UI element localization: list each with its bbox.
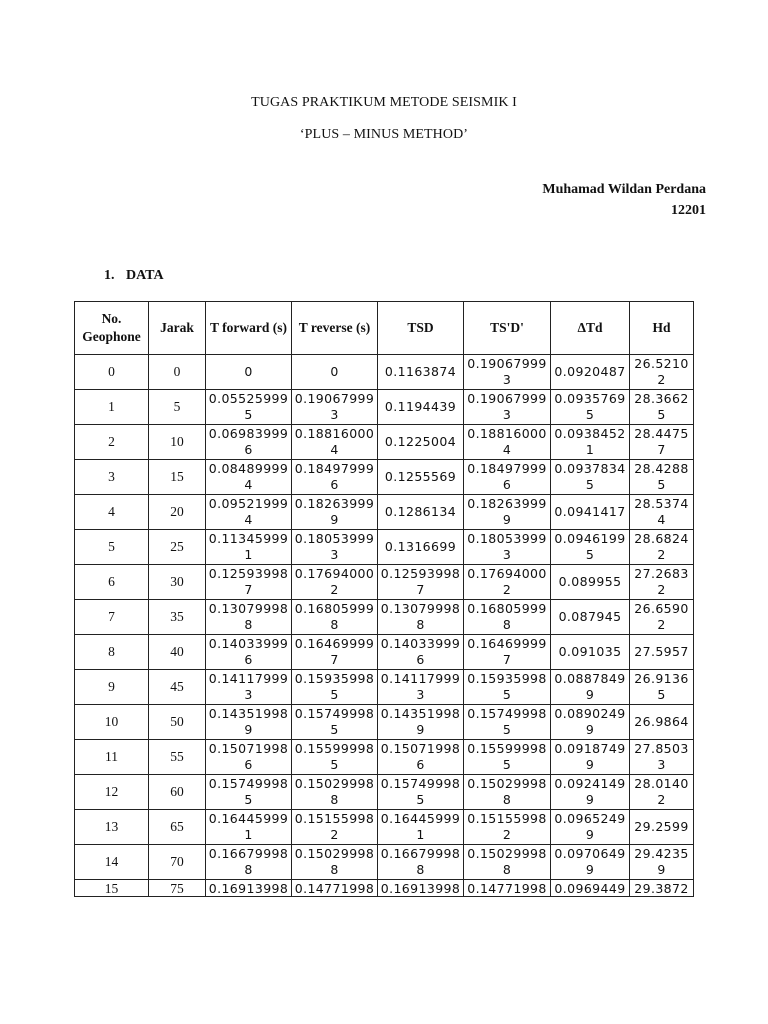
cell-t-forward: 0.055259995 <box>206 390 292 425</box>
cell-hd: 26.9864 <box>630 705 694 740</box>
cell-tsd-prime: 0.182639999 <box>464 495 551 530</box>
cell-t-reverse: 0.151559982 <box>292 810 378 845</box>
table-row <box>75 670 694 705</box>
cell-t-reverse: 0.190679993 <box>292 390 378 425</box>
cell-t-reverse: 0.155999985 <box>292 740 378 775</box>
cell-tsd-prime: 0.190679993 <box>464 390 551 425</box>
cell-tsd: 0.150719986 <box>378 740 464 775</box>
header-t-forward: T forward (s) <box>206 302 292 355</box>
cell-tsd-prime: 0.151559982 <box>464 810 551 845</box>
cell-tsd-prime: 0.164699997 <box>464 635 551 670</box>
cell-hd: 28.42885 <box>630 460 694 495</box>
cell-t-reverse: 0.150299988 <box>292 845 378 880</box>
cell-delta-td: 0.0887849 9 <box>551 670 630 705</box>
table-row <box>75 705 694 740</box>
cell-tsd: 0.1225004 <box>378 425 464 460</box>
cell-geophone: 5 <box>75 530 149 565</box>
cell-t-forward: 0.16913998 <box>206 880 292 897</box>
table-row <box>75 495 694 530</box>
cell-geophone: 0 <box>75 355 149 390</box>
table-row <box>75 845 694 880</box>
cell-jarak: 30 <box>149 565 206 600</box>
table-row <box>75 740 694 775</box>
cell-t-reverse: 0.150299988 <box>292 775 378 810</box>
cell-t-forward: 0.143519989 <box>206 705 292 740</box>
author-name: Muhamad Wildan Perdana <box>542 182 706 197</box>
cell-hd: 29.3872 <box>630 880 694 897</box>
cell-hd: 28.44757 <box>630 425 694 460</box>
cell-geophone: 15 <box>75 880 149 897</box>
cell-t-forward: 0.157499985 <box>206 775 292 810</box>
cell-delta-td: 0.0965249 9 <box>551 810 630 845</box>
cell-hd: 26.52102 <box>630 355 694 390</box>
cell-t-reverse: 0.184979996 <box>292 460 378 495</box>
author-id: 12201 <box>671 203 706 218</box>
cell-t-forward: 0.069839996 <box>206 425 292 460</box>
cell-delta-td: 0.0918749 9 <box>551 740 630 775</box>
cell-delta-td: 0.091035 <box>551 635 630 670</box>
cell-delta-td: 0.0941417 <box>551 495 630 530</box>
cell-delta-td: 0.0937834 5 <box>551 460 630 495</box>
cell-jarak: 5 <box>149 390 206 425</box>
table-row <box>75 775 694 810</box>
cell-tsd: 0.125939987 <box>378 565 464 600</box>
cell-geophone: 4 <box>75 495 149 530</box>
cell-jarak: 65 <box>149 810 206 845</box>
cell-t-reverse: 0.14771998 <box>292 880 378 897</box>
cell-jarak: 75 <box>149 880 206 897</box>
header-geophone: No. Geophone <box>75 302 149 355</box>
cell-delta-td: 0.0946199 5 <box>551 530 630 565</box>
cell-jarak: 15 <box>149 460 206 495</box>
cell-geophone: 12 <box>75 775 149 810</box>
cell-tsd: 0.1255569 <box>378 460 464 495</box>
cell-delta-td: 0.087945 <box>551 600 630 635</box>
cell-jarak: 0 <box>149 355 206 390</box>
header-tsd-prime: TS'D' <box>464 302 551 355</box>
table-row <box>75 530 694 565</box>
cell-delta-td: 0.0938452 1 <box>551 425 630 460</box>
cell-t-forward: 0.113459991 <box>206 530 292 565</box>
cell-hd: 28.53744 <box>630 495 694 530</box>
cell-geophone: 9 <box>75 670 149 705</box>
cell-tsd: 0.1286134 <box>378 495 464 530</box>
cell-t-reverse: 0 <box>292 355 378 390</box>
cell-hd: 26.65902 <box>630 600 694 635</box>
cell-t-reverse: 0.157499985 <box>292 705 378 740</box>
cell-tsd-prime: 0.150299988 <box>464 775 551 810</box>
cell-tsd-prime: 0.155999985 <box>464 740 551 775</box>
cell-delta-td: 0.0935769 5 <box>551 390 630 425</box>
cell-t-reverse: 0.168059998 <box>292 600 378 635</box>
table-row <box>75 880 694 897</box>
cell-jarak: 25 <box>149 530 206 565</box>
cell-t-forward: 0.125939987 <box>206 565 292 600</box>
cell-delta-td: 0.0920487 <box>551 355 630 390</box>
cell-delta-td: 0.0890249 9 <box>551 705 630 740</box>
cell-tsd-prime: 0.168059998 <box>464 600 551 635</box>
cell-geophone: 1 <box>75 390 149 425</box>
cell-t-reverse: 0.188160004 <box>292 425 378 460</box>
table-row <box>75 390 694 425</box>
cell-tsd: 0.157499985 <box>378 775 464 810</box>
cell-jarak: 60 <box>149 775 206 810</box>
cell-geophone: 14 <box>75 845 149 880</box>
cell-hd: 27.26832 <box>630 565 694 600</box>
table-row <box>75 355 694 390</box>
cell-hd: 29.2599 <box>630 810 694 845</box>
table-row <box>75 425 694 460</box>
cell-geophone: 3 <box>75 460 149 495</box>
cell-tsd-prime: 0.157499985 <box>464 705 551 740</box>
cell-delta-td: 0.0924149 9 <box>551 775 630 810</box>
cell-jarak: 20 <box>149 495 206 530</box>
header-delta-td: ΔTd <box>551 302 630 355</box>
cell-tsd: 0.164459991 <box>378 810 464 845</box>
cell-tsd: 0.130799988 <box>378 600 464 635</box>
cell-jarak: 45 <box>149 670 206 705</box>
cell-t-forward: 0.084899994 <box>206 460 292 495</box>
cell-tsd: 0.140339996 <box>378 635 464 670</box>
cell-t-forward: 0 <box>206 355 292 390</box>
cell-tsd-prime: 0.150299988 <box>464 845 551 880</box>
header-t-reverse: T reverse (s) <box>292 302 378 355</box>
cell-geophone: 10 <box>75 705 149 740</box>
cell-tsd: 0.1194439 <box>378 390 464 425</box>
header-hd: Hd <box>630 302 694 355</box>
cell-tsd: 0.1163874 <box>378 355 464 390</box>
cell-tsd-prime: 0.176940002 <box>464 565 551 600</box>
cell-t-reverse: 0.182639999 <box>292 495 378 530</box>
table-header-row <box>75 302 694 355</box>
cell-tsd-prime: 0.180539993 <box>464 530 551 565</box>
cell-tsd: 0.1316699 <box>378 530 464 565</box>
cell-geophone: 6 <box>75 565 149 600</box>
cell-t-reverse: 0.159359985 <box>292 670 378 705</box>
cell-tsd: 0.143519989 <box>378 705 464 740</box>
data-table <box>74 301 694 897</box>
cell-geophone: 2 <box>75 425 149 460</box>
cell-delta-td: 0.0970649 9 <box>551 845 630 880</box>
cell-t-forward: 0.140339996 <box>206 635 292 670</box>
document-title: TUGAS PRAKTIKUM METODE SEISMIK I <box>251 95 517 110</box>
cell-t-forward: 0.141179993 <box>206 670 292 705</box>
section-number: 1. <box>104 268 115 283</box>
cell-tsd: 0.166799988 <box>378 845 464 880</box>
cell-hd: 28.68242 <box>630 530 694 565</box>
document-subtitle: ‘PLUS – MINUS METHOD’ <box>299 127 469 142</box>
cell-geophone: 11 <box>75 740 149 775</box>
cell-delta-td: 0.0969449 <box>551 880 630 897</box>
cell-hd: 29.42359 <box>630 845 694 880</box>
cell-t-forward: 0.164459991 <box>206 810 292 845</box>
cell-t-reverse: 0.164699997 <box>292 635 378 670</box>
cell-jarak: 55 <box>149 740 206 775</box>
cell-tsd-prime: 0.190679993 <box>464 355 551 390</box>
table-row <box>75 600 694 635</box>
cell-tsd-prime: 0.14771998 <box>464 880 551 897</box>
cell-hd: 27.5957 <box>630 635 694 670</box>
section-title: DATA <box>126 268 164 283</box>
cell-t-forward: 0.130799988 <box>206 600 292 635</box>
cell-tsd: 0.141179993 <box>378 670 464 705</box>
cell-jarak: 50 <box>149 705 206 740</box>
cell-jarak: 40 <box>149 635 206 670</box>
cell-jarak: 35 <box>149 600 206 635</box>
cell-tsd-prime: 0.184979996 <box>464 460 551 495</box>
cell-jarak: 10 <box>149 425 206 460</box>
table-row <box>75 460 694 495</box>
cell-hd: 26.91365 <box>630 670 694 705</box>
cell-geophone: 8 <box>75 635 149 670</box>
cell-t-reverse: 0.180539993 <box>292 530 378 565</box>
cell-hd: 28.01402 <box>630 775 694 810</box>
cell-hd: 27.85033 <box>630 740 694 775</box>
table-row <box>75 565 694 600</box>
cell-delta-td: 0.089955 <box>551 565 630 600</box>
header-jarak: Jarak <box>149 302 206 355</box>
cell-hd: 28.36625 <box>630 390 694 425</box>
cell-jarak: 70 <box>149 845 206 880</box>
cell-tsd-prime: 0.188160004 <box>464 425 551 460</box>
cell-t-forward: 0.095219994 <box>206 495 292 530</box>
cell-geophone: 7 <box>75 600 149 635</box>
cell-t-reverse: 0.176940002 <box>292 565 378 600</box>
cell-geophone: 13 <box>75 810 149 845</box>
header-tsd: TSD <box>378 302 464 355</box>
cell-tsd-prime: 0.159359985 <box>464 670 551 705</box>
table-row <box>75 635 694 670</box>
table-row <box>75 810 694 845</box>
cell-t-forward: 0.166799988 <box>206 845 292 880</box>
cell-tsd: 0.16913998 <box>378 880 464 897</box>
cell-t-forward: 0.150719986 <box>206 740 292 775</box>
